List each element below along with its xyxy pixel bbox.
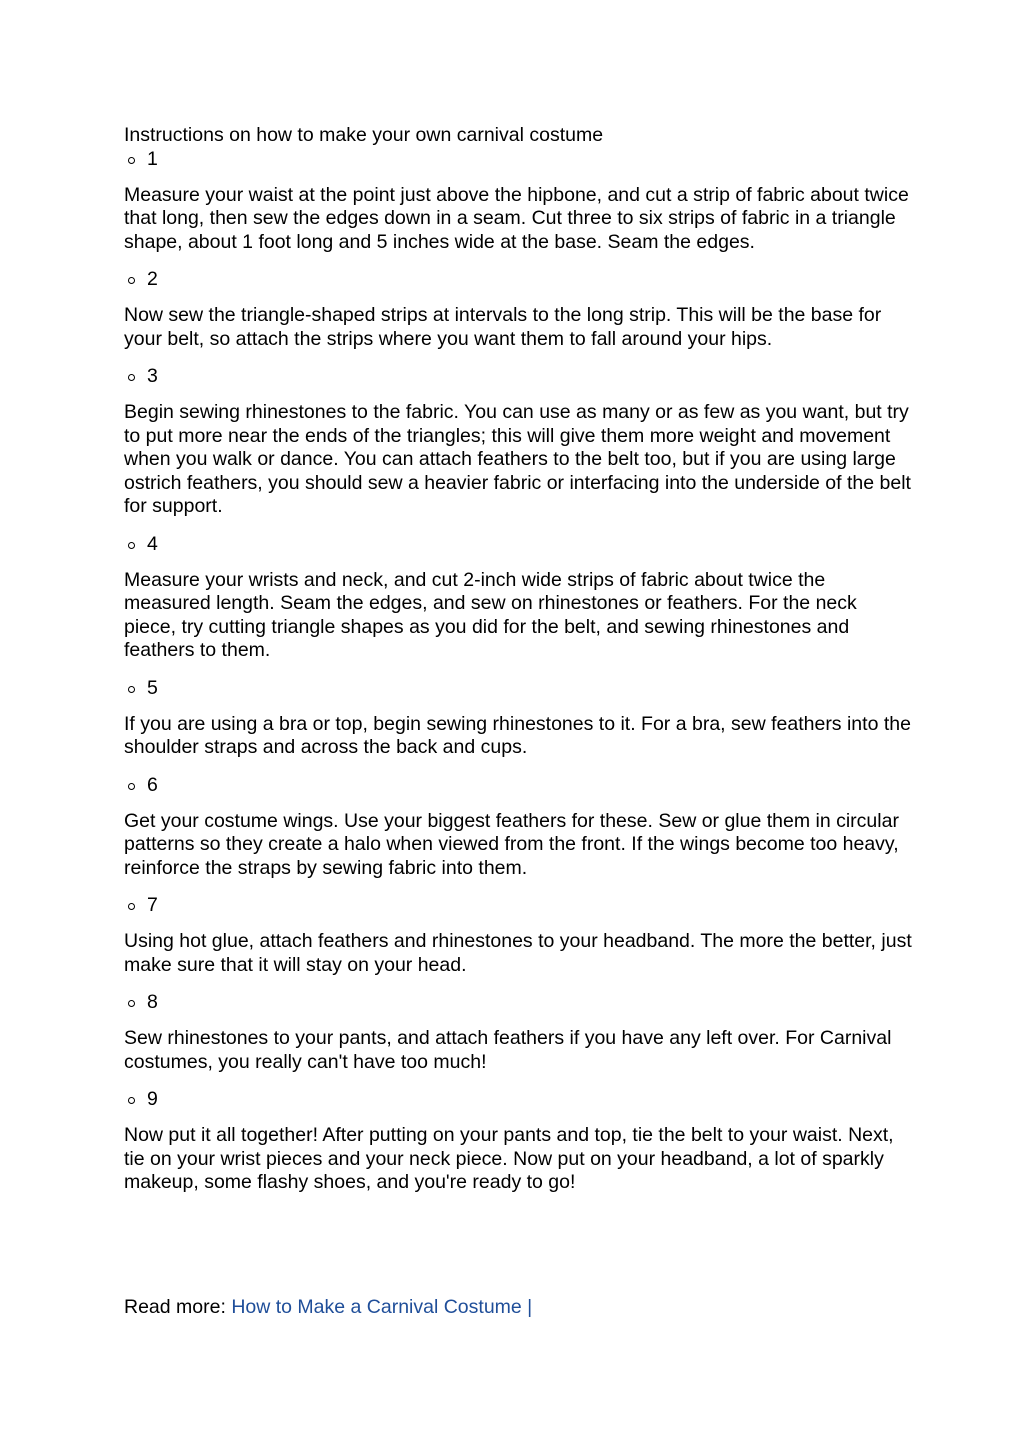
bullet-icon	[128, 903, 135, 910]
step-number: 2	[124, 268, 914, 292]
document-title: Instructions on how to make your own carnival costume	[124, 124, 604, 146]
step-3	[124, 365, 914, 519]
step-5	[124, 677, 914, 760]
bullet-icon	[128, 277, 135, 284]
bullet-icon	[128, 374, 135, 381]
step-1	[124, 148, 914, 255]
step-text: Measure your wrists and neck, and cut 2-inch wide strips of fabric about twice the measured length. Seam the edges, and sew on rhinestones or feathers. For the neck piece, try cutting triangle shapes as you did for the belt, and sewing rhinestones and feathers to them.	[124, 568, 857, 661]
step-number: 6	[124, 774, 914, 798]
bullet-icon	[128, 783, 135, 790]
bullet-icon	[128, 686, 135, 693]
step-9	[124, 1088, 914, 1195]
step-number: 1	[124, 148, 914, 172]
step-text: Get your costume wings. Use your biggest feathers for these. Sew or glue them in circular patterns so they create a halo when viewed from the front. If the wings become too heavy, reinforce the straps by sewing fabric into them.	[124, 809, 899, 879]
step-text: If you are using a bra or top, begin sewing rhinestones to it. For a bra, sew feathers into the shoulder straps and across the back and cups.	[124, 712, 911, 758]
step-6	[124, 774, 914, 881]
read-more-link[interactable]: How to Make a Carnival Costume |	[231, 1296, 533, 1318]
step-7	[124, 894, 914, 977]
bullet-icon	[128, 542, 135, 549]
step-4	[124, 533, 914, 663]
read-more	[124, 1296, 532, 1320]
step-number: 4	[124, 533, 914, 557]
step-text: Sew rhinestones to your pants, and attach feathers if you have any left over. For Carnival costumes, you really can't have too much!	[124, 1027, 892, 1073]
step-number: 3	[124, 365, 914, 389]
step-number: 7	[124, 894, 914, 918]
step-text: Using hot glue, attach feathers and rhinestones to your headband. The more the better, just make sure that it will stay on your head.	[124, 930, 912, 976]
document-body	[124, 124, 914, 1209]
step-number: 8	[124, 991, 914, 1015]
bullet-icon	[128, 157, 135, 164]
step-8	[124, 991, 914, 1074]
step-text: Now put it all together! After putting on your pants and top, tie the belt to your waist. Next, tie on your wrist pieces and your neck piece. Now put on your headband, a lot of sparkly makeup, some flashy shoes, and you're ready to go!	[124, 1124, 894, 1193]
step-text: Now sew the triangle-shaped strips at intervals to the long strip. This will be the base for your belt, so attach the strips where you want them to fall around your hips.	[124, 304, 882, 350]
step-number: 5	[124, 677, 914, 701]
step-text: Begin sewing rhinestones to the fabric. You can use as many or as few as you want, but try to put more near the ends of the triangles; this will give them more weight and movement when you walk or dance. You can attach feathers to the belt too, but if you are using large ostrich feathers, you should sew a heavier fabric or interfacing into the underside of the belt for support.	[124, 401, 911, 517]
step-number: 9	[124, 1088, 914, 1112]
bullet-icon	[128, 1097, 135, 1104]
bullet-icon	[128, 1000, 135, 1007]
step-text: Measure your waist at the point just above the hipbone, and cut a strip of fabric about twice that long, then sew the edges down in a seam. Cut three to six strips of fabric in a triangle shape, about 1 foot long and 5 inches wide at the base. Seam the edges.	[124, 183, 909, 253]
read-more-label: Read more:	[124, 1296, 232, 1318]
step-2	[124, 268, 914, 351]
